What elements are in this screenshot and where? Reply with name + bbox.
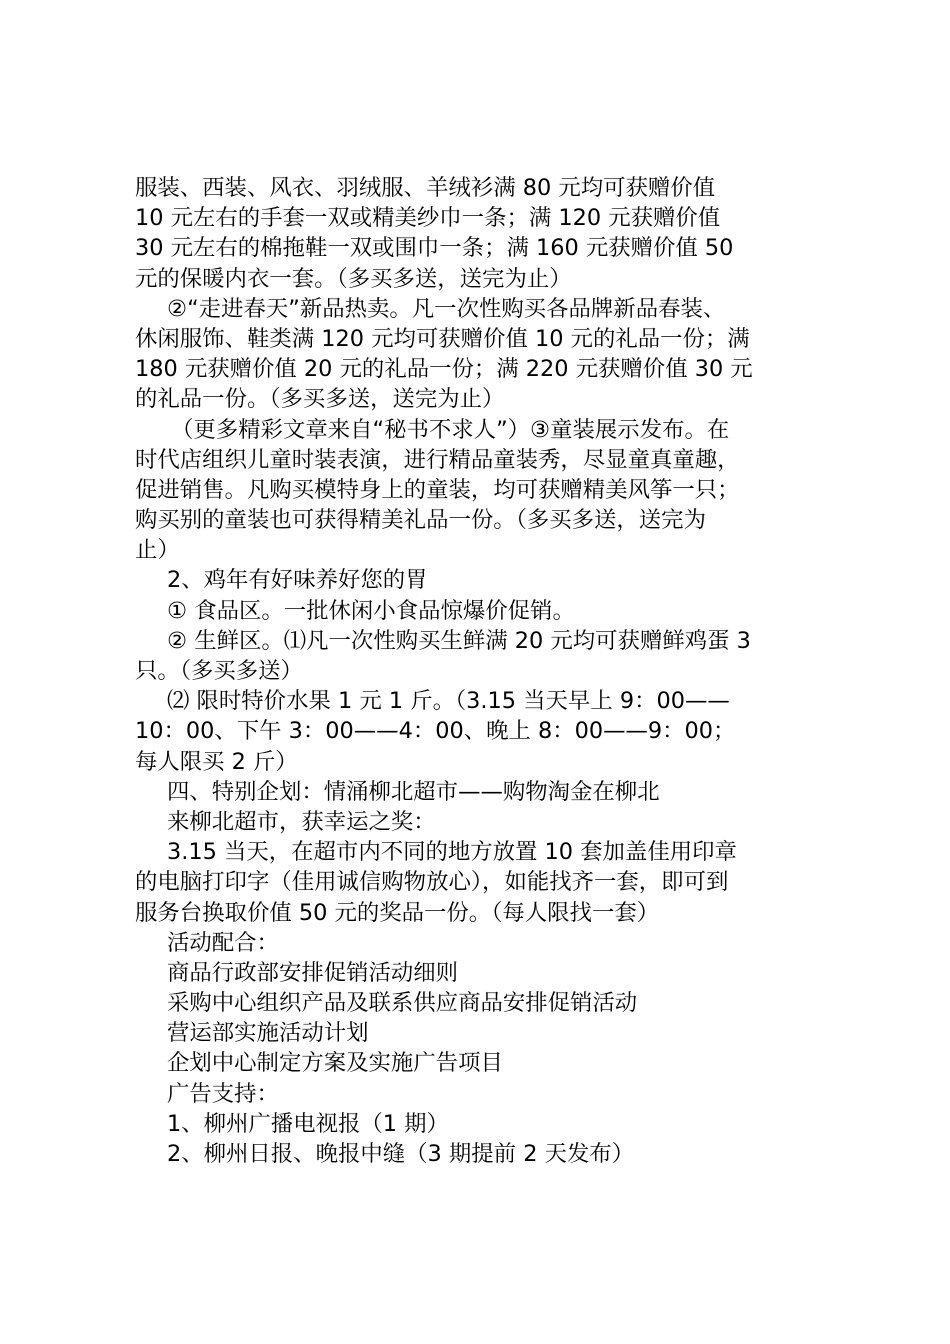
text-line: ① 食品区。一批休闲小食品惊爆价促销。 xyxy=(167,597,575,624)
text-line: 只。（多买多送） xyxy=(135,658,303,684)
text-line: 商品行政部安排促销活动细则 xyxy=(167,959,459,986)
text-line: 2、柳州日报、晚报中缝（3 期提前 2 天发布） xyxy=(167,1141,635,1167)
text-line: 180 元获赠价值 20 元的礼品一份；满 220 元获赠价值 30 元 xyxy=(135,356,753,383)
text-line: 服务台换取价值 50 元的奖品一份。（每人限找一套） xyxy=(135,899,660,926)
text-line: 10 元左右的手套一双或精美纱巾一条；满 120 元获赠价值 xyxy=(135,205,721,232)
text-line: 时代店组织儿童时装表演，进行精品童装秀，尽显童真童趣， xyxy=(135,446,740,473)
text-line: 1、柳州广播电视报（1 期） xyxy=(167,1110,449,1137)
text-line: 的礼品一份。（多买多送，送完为止） xyxy=(135,386,505,413)
text-line: 促进销售。凡购买模特身上的童装，均可获赠精美风筝一只； xyxy=(135,476,740,503)
text-line: 活动配合： xyxy=(167,929,279,956)
text-line: ⑵ 限时特价水果 1 元 1 斤。（3.15 当天早上 9：00—— xyxy=(167,688,730,715)
text-line: （更多精彩文章来自“秘书不求人”）③童装展示发布。在 xyxy=(171,416,730,443)
text-line: 广告支持： xyxy=(167,1080,279,1107)
text-line: 服装、西装、风衣、羽绒服、羊绒衫满 80 元均可获赠价值 xyxy=(135,175,716,201)
text-line: 的电脑打印字（佳用诚信购物放心），如能找齐一套，即可到 xyxy=(135,869,729,896)
text-line: 3.15 当天，在超市内不同的地方放置 10 套加盖佳用印章 xyxy=(167,839,737,866)
text-line: 采购中心组织产品及联系供应商品安排促销活动 xyxy=(167,990,638,1017)
text-line: 来柳北超市，获幸运之奖： xyxy=(167,808,436,835)
text-line: ②“走进春天”新品热卖。凡一次性购买各品牌新品春装、 xyxy=(167,295,726,322)
text-line: 休闲服饰、鞋类满 120 元均可获赠价值 10 元的礼品一份；满 xyxy=(135,325,750,352)
document-page xyxy=(135,173,825,1169)
text-line: 元的保暖内衣一套。（多买多送，送完为止） xyxy=(135,265,572,292)
text-line: 企划中心制定方案及实施广告项目 xyxy=(167,1050,503,1077)
text-line: 2、鸡年有好味养好您的胃 xyxy=(167,567,428,594)
text-line: 四、特别企划：情涌柳北超市——购物淘金在柳北 xyxy=(167,778,660,805)
text-line: 每人限买 2 斤） xyxy=(135,748,298,775)
text-line: 30 元左右的棉拖鞋一双或围巾一条；满 160 元获赠价值 50 xyxy=(135,235,734,262)
text-line: 止） xyxy=(135,537,180,564)
text-line: ② 生鲜区。⑴凡一次性购买生鲜满 20 元均可获赠鲜鸡蛋 3 xyxy=(167,627,751,654)
text-line: 10：00、下午 3：00——4：00、晚上 8：00——9：00； xyxy=(135,718,736,745)
text-line: 购买别的童装也可获得精美礼品一份。（多买多送，送完为 xyxy=(135,507,706,534)
text-line: 营运部实施活动计划 xyxy=(167,1020,369,1047)
